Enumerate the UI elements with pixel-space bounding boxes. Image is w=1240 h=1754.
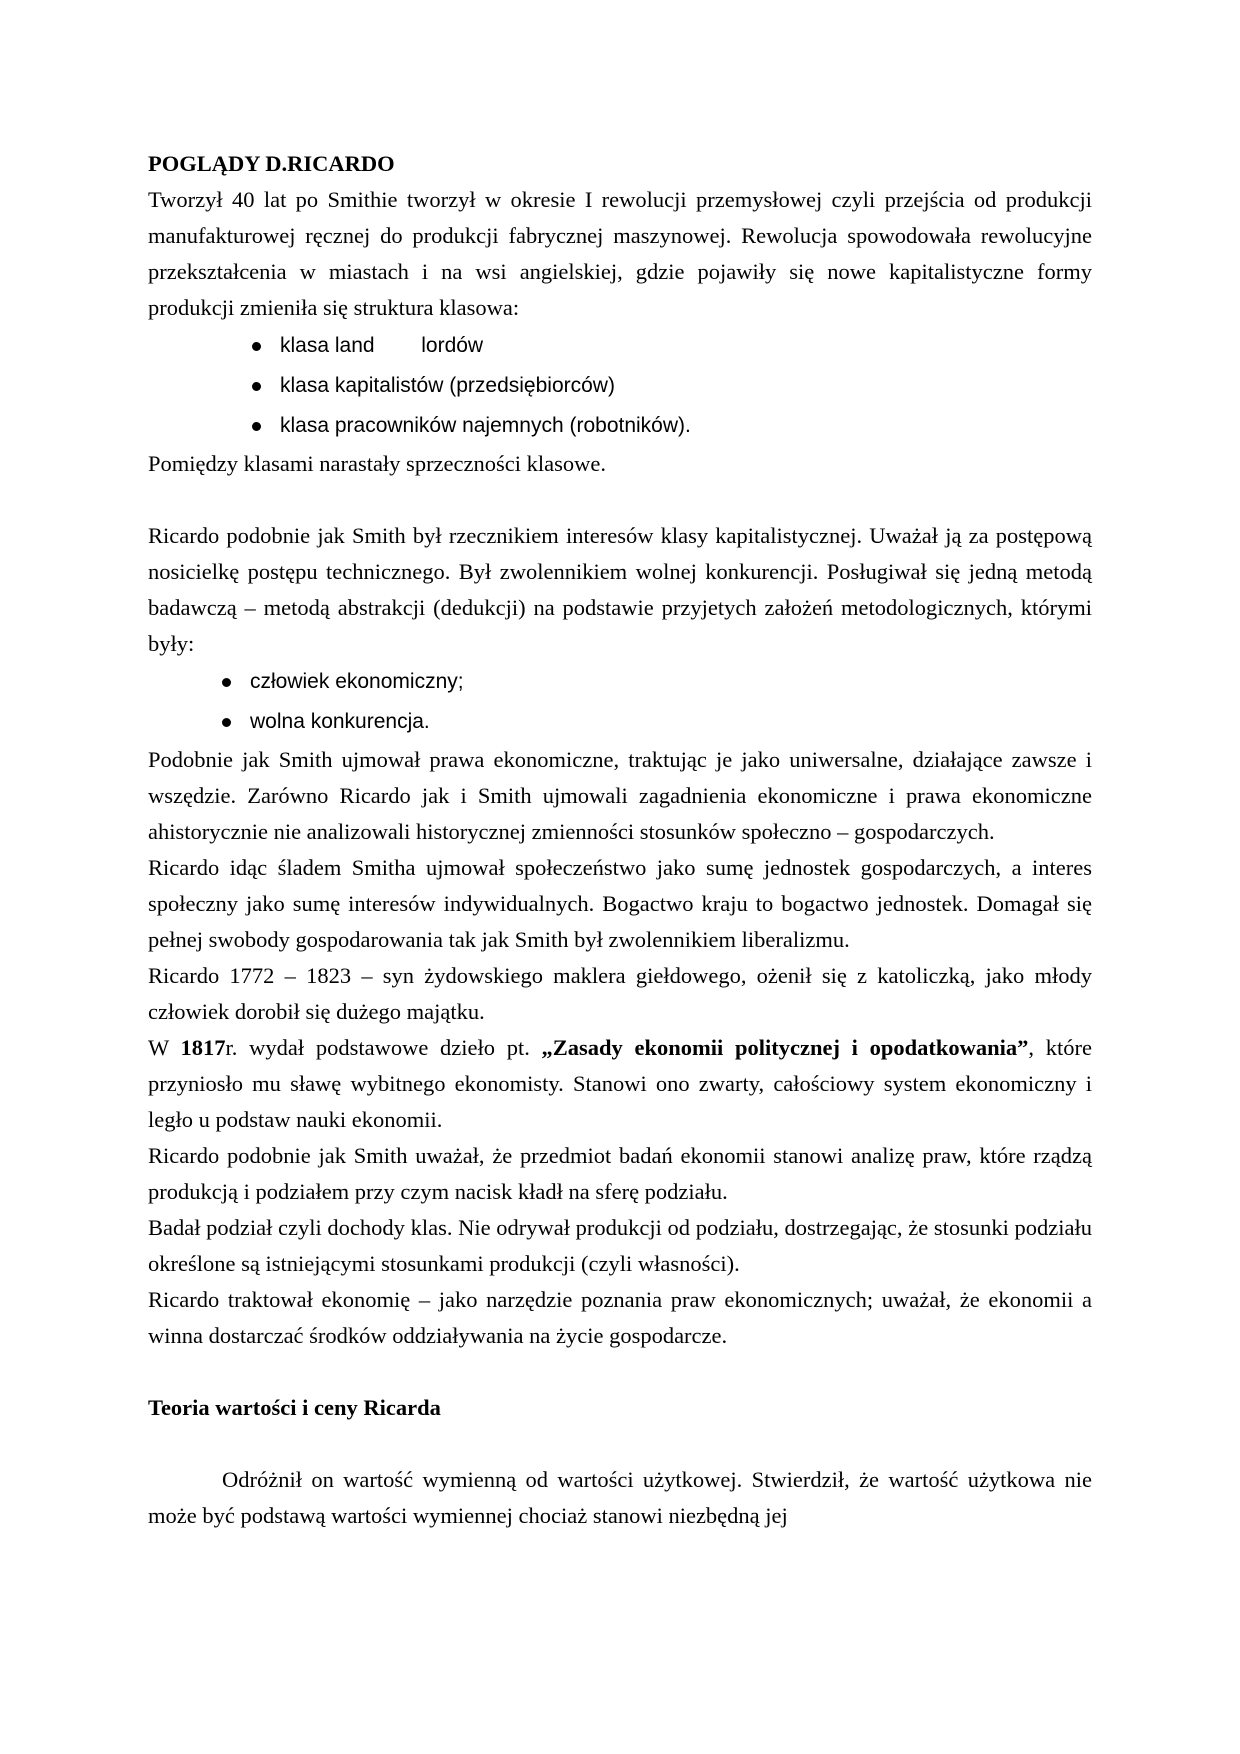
bullet-icon — [252, 422, 261, 431]
paragraph-narzedzie: Ricardo traktował ekonomię – jako narzędzie poznania praw ekonomicznych; uważał, że ekonomii a winna dostarczać środków oddziaływania na życie gospodarcze. — [148, 1287, 1092, 1348]
list-item — [148, 662, 1092, 702]
paragraph-dzielo — [148, 1030, 1092, 1138]
list-item — [148, 702, 1092, 742]
class-list — [148, 326, 1092, 446]
assumptions-list — [148, 662, 1092, 742]
list-item — [148, 366, 1092, 406]
dzielo-text-post: , które przyniosło mu sławę wybitnego ekonomisty. Stanowi ono zwarty, całościowy system ekonomiczny i legło u podstaw nauki ekonomii. — [148, 1035, 1092, 1132]
dzielo-year: 1817 — [180, 1035, 226, 1060]
paragraph-intro: Tworzył 40 lat po Smithie tworzył w okresie I rewolucji przemysłowej czyli przejścia od produkcji manufakturowej ręcznej do produkcji fabrycznej maszynowej. Rewolucja spowodowała rewolucyjne przekształcenia w miastach i na wsi angielskiej, gdzie pojawiły się nowe kapitalistyczne formy produkcji zmieniła się struktura klasowa: — [148, 187, 1092, 320]
list-item-text: człowiek ekonomiczny; — [250, 670, 464, 693]
list-item-text: klasa pracowników najemnych (robotników). — [280, 414, 691, 437]
paragraph-biografia: Ricardo 1772 – 1823 – syn żydowskiego maklera giełdowego, ożenił się z katoliczką, jako młody człowiek dorobił się dużego majątku. — [148, 963, 1092, 1024]
list-item-text: klasa kapitalistów (przedsiębiorców) — [280, 374, 615, 397]
section-title-teoria: Teoria wartości i ceny Ricarda — [148, 1395, 441, 1420]
list-item — [148, 326, 1092, 366]
blank-line — [148, 482, 1092, 518]
paragraph-sprzecznosci: Pomiędzy klasami narastały sprzeczności klasowe. — [148, 451, 606, 476]
list-item-text: wolna konkurencja. — [250, 710, 430, 733]
document-body — [148, 146, 1092, 1534]
bullet-icon — [252, 382, 261, 391]
dzielo-text-mid: r. wydał podstawowe dzieło pt. — [225, 1035, 542, 1060]
paragraph-wartosc: Odróżnił on wartość wymienną od wartości użytkowej. Stwierdził, że wartość użytkowa nie może być podstawą wartości wymiennej chociaż stanowi niezbędną jej — [148, 1467, 1092, 1528]
paragraph-prawa-ekonomiczne: Podobnie jak Smith ujmował prawa ekonomiczne, traktując je jako uniwersalne, działające zawsze i wszędzie. Zarówno Ricardo jak i Smith ujmowali zagadnienia ekonomiczne i prawa ekonomiczne ahistorycznie nie analizowali historycznej zmienności stosunków społeczno – gospodarczych. — [148, 747, 1092, 844]
paragraph-podzial: Badał podział czyli dochody klas. Nie odrywał produkcji od podziału, dostrzegając, że stosunki podziału określone są istniejącymi stosunkami produkcji (czyli własności). — [148, 1215, 1092, 1276]
bullet-icon — [222, 718, 231, 727]
blank-line — [148, 1426, 1092, 1462]
list-item — [148, 406, 1092, 446]
list-item-text: klasa land lordów — [280, 334, 484, 357]
dzielo-text-pre: W — [148, 1035, 181, 1060]
dzielo-title: „Zasady ekonomii politycznej i opodatkowania” — [541, 1035, 1029, 1060]
paragraph-przedmiot-badan: Ricardo podobnie jak Smith uważał, że przedmiot badań ekonomii stanowi analizę praw, które rządzą produkcją i podziałem przy czym nacisk kładł na sferę podziału. — [148, 1143, 1092, 1204]
section-title-poglady: POGLĄDY D.RICARDO — [148, 151, 395, 176]
paragraph-spoleczenstwo: Ricardo idąc śladem Smitha ujmował społeczeństwo jako sumę jednostek gospodarczych, a interes społeczny jako sumę interesów indywidualnych. Bogactwo kraju to bogactwo jednostek. Domagał się pełnej swobody gospodarowania tak jak Smith był zwolennikiem liberalizmu. — [148, 855, 1092, 952]
bullet-icon — [222, 678, 231, 687]
bullet-icon — [252, 342, 261, 351]
paragraph-rzecznik: Ricardo podobnie jak Smith był rzecznikiem interesów klasy kapitalistycznej. Uważał ją za postępową nosicielkę postępu technicznego. Był zwolennikiem wolnej konkurencji. Posługiwał się jedną metodą badawczą – metodą abstrakcji (dedukcji) na podstawie przyjetych założeń metodologicznych, którymi były: — [148, 523, 1092, 656]
blank-line — [148, 1354, 1092, 1390]
